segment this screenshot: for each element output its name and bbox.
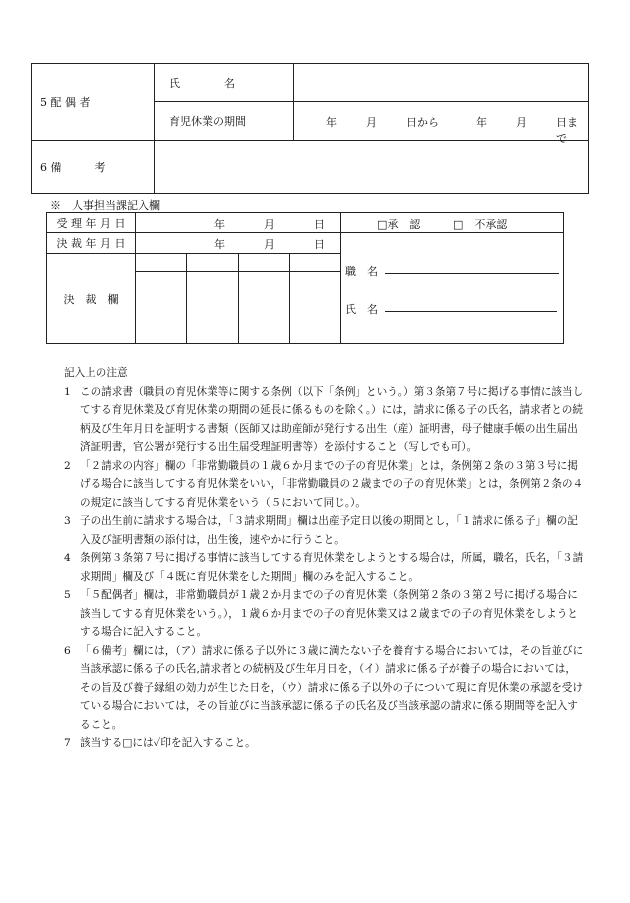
position-label: 職 名: [345, 265, 378, 278]
stamp-box-4[interactable]: [289, 272, 340, 344]
period-month-1: 月: [366, 116, 377, 129]
period-day-to: 日まで: [556, 116, 578, 145]
decision-label: 決 裁 欄: [47, 254, 136, 344]
remarks-label: 6 備 考: [32, 141, 155, 194]
stamp-header-4[interactable]: [289, 254, 340, 272]
decision-date-field[interactable]: [136, 233, 341, 254]
stamp-header-1[interactable]: [136, 254, 187, 272]
stamp-box-1[interactable]: [136, 272, 187, 344]
note-number: 1: [64, 385, 71, 398]
note-text: 「６備考」欄には，（ア）請求に係る子以外に３歳に満たない子を養育する場合においては，その旨並びに当該承認に係る子の氏名,請求者との続柄及び生年月日を，（イ）請求に係る子が養子の場合においては，その旨及び養子縁組の効力が生じた日を，（ウ）請求に係る子以外の子について現に育児休業の承認を受けている場合においては，その旨並びに当該承認に係る子の氏名及び当該承認の請求に係る期間等を記入すること。: [80, 644, 584, 731]
leave-period-field[interactable]: [294, 102, 589, 145]
note-text: この請求書（職員の育児休業等に関する条例（以下「条例」という。）第３条第７号に掲げる事情に該当してする育児休業及び育児休業の期間の延長に係るものを除く。）には，請求に係る子の氏名，請求者との続柄及び生年月日を証明する書類（医師又は助産師が発行する出生（産）証明書，母子健康手帳の出生届出済証明書，官公署が発行する出生届受理証明書等）を添付すること（写しでも可）。: [80, 385, 584, 453]
signer-name-line[interactable]: [385, 299, 557, 312]
note-text: 子の出生前に請求する場合は，「３請求期間」欄は出産予定日以後の期間とし，「１請求に係る子」欄の記入及び証明書類の添付は，出生後，速やかに行うこと。: [80, 515, 578, 546]
decision-month: 月: [264, 238, 275, 251]
period-year-1: 年: [326, 116, 337, 129]
note-item: [64, 642, 586, 735]
personnel-heading: ※ 人事担当課記入欄: [50, 199, 160, 212]
note-item: [64, 734, 586, 753]
note-item: [64, 549, 586, 586]
note-text: 「５配偶者」欄は，非常勤職員が１歳２か月までの子の育児休業（条例第２条の３第２号に掲げる場合に該当してする育児休業をいう。），１歳６か月までの子の育児休業又は２歳までの子の育児休業をしようとする場合に記入すること。: [80, 589, 578, 638]
note-number: 3: [64, 515, 71, 527]
note-item: [64, 512, 586, 549]
decision-day: 日: [314, 238, 325, 251]
period-year-2: 年: [476, 116, 487, 129]
note-text: 該当する□には✓印を記入すること。: [80, 737, 256, 749]
signer-name-label: 氏 名: [345, 303, 378, 316]
note-text: 「２請求の内容」欄の「非常勤職員の１歳６か月までの子の育児休業」とは，条例第２条の３第３号に掲げる場合に該当してする育児休業をいい，「非常勤職員の２歳までの子の育児休業」とは，条例第２条の４の規定に該当してする育児休業をいう（５において同じ。）。: [80, 459, 584, 509]
position-line[interactable]: [385, 261, 559, 274]
personnel-table: [46, 212, 564, 344]
notes-heading: 記入上の注意: [64, 367, 128, 379]
note-item: [64, 383, 586, 457]
stamp-box-3[interactable]: [238, 272, 289, 344]
received-year: 年: [214, 217, 225, 231]
spouse-name-field[interactable]: [294, 64, 589, 102]
remarks-field[interactable]: [155, 141, 589, 194]
approve-checkbox[interactable]: □承 認: [377, 217, 421, 231]
spouse-label: 5 配 偶 者: [32, 64, 155, 141]
note-item: [64, 586, 586, 642]
note-number: 6: [64, 644, 71, 657]
disapprove-checkbox[interactable]: □ 不承認: [453, 217, 508, 231]
note-number: 7: [64, 737, 71, 749]
period-month-2: 月: [516, 116, 527, 129]
notes-section: [64, 364, 586, 753]
stamp-box-2[interactable]: [187, 272, 238, 344]
leave-period-label: 育児休業の期間: [155, 102, 294, 141]
stamp-header-3[interactable]: [238, 254, 289, 272]
period-day-from: 日から: [406, 116, 439, 129]
decision-date-label: 決 裁 年 月 日: [47, 233, 136, 254]
note-item: [64, 457, 586, 513]
received-date-field[interactable]: [136, 213, 341, 233]
note-text: 条例第３条第７号に掲げる事情に該当してする育児休業をしようとする場合は，所属，職名，氏名，「３請求期間」欄及び「４既に育児休業をした期間」欄のみを記入すること。: [80, 552, 584, 583]
approval-field[interactable]: [341, 213, 564, 233]
received-day: 日: [314, 217, 325, 231]
notes-list: [64, 383, 586, 753]
received-date-label: 受 理 年 月 日: [47, 213, 136, 233]
spouse-name-label: 氏 名: [155, 64, 294, 102]
spouse-remarks-table: [31, 63, 589, 194]
note-number: 2: [64, 459, 71, 472]
note-number: 4: [64, 552, 71, 564]
decision-year: 年: [214, 238, 225, 251]
signer-field[interactable]: [341, 233, 564, 344]
note-number: 5: [64, 589, 71, 601]
received-month: 月: [264, 217, 275, 231]
stamp-header-2[interactable]: [187, 254, 238, 272]
